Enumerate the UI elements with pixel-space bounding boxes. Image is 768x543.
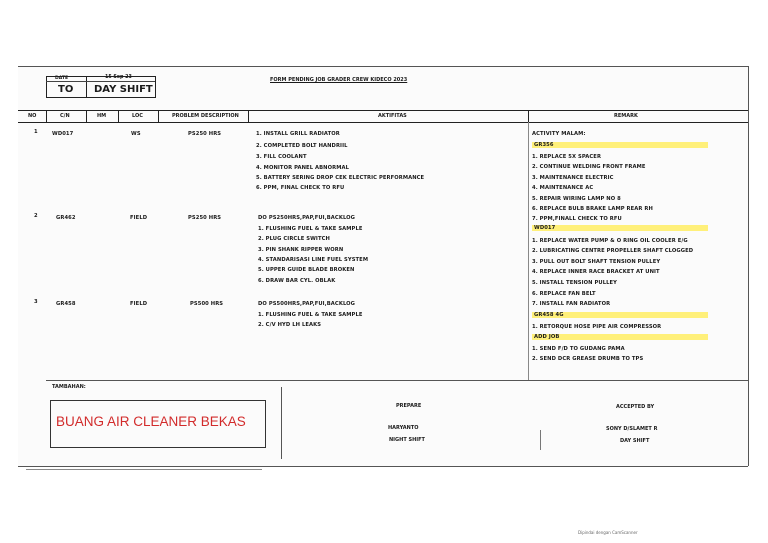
date-label: DATE	[55, 76, 69, 81]
row2-activity-1: DO PS250HRS,PAP,FUI,BACKLOG	[258, 215, 356, 221]
col-divider-5	[248, 110, 249, 122]
signature-divider-right	[540, 430, 541, 450]
remark-item: 3. MAINTENANCE ELECTRIC	[532, 175, 614, 181]
remark-item: 4. MAINTENANCE AC	[532, 185, 594, 191]
col-divider-3	[118, 110, 119, 122]
sheet-under-line	[26, 469, 262, 470]
prepare-shift: NIGHT SHIFT	[389, 437, 425, 443]
to-label: TO	[58, 84, 74, 95]
sheet-bottom-border	[18, 466, 748, 467]
row2-activity-5: 4. STANDARISASI LINE FUEL SYSTEM	[258, 257, 369, 263]
remark-item: 2. LUBRICATING CENTRE PROPELLER SHAFT CLOGGED	[532, 248, 694, 254]
row3-activity-3: 2. C/V HYD LH LEAKS	[258, 322, 322, 328]
row3-activity-1: DO PS500HRS,PAP,FUI,BACKLOG	[258, 301, 356, 307]
row1-activity-2: 2. COMPLETED BOLT HANDRIIL	[256, 143, 348, 149]
remark-item: 1. REPLACE 5X SPACER	[532, 154, 602, 160]
row3-cn: GR458	[56, 301, 76, 307]
scanner-watermark: Dipindai dengan CamScanner	[578, 530, 638, 535]
remark-unit-heading: GR356	[532, 142, 708, 148]
table-header-bottom	[18, 122, 748, 123]
remark-item: 7. INSTALL FAN RADIATOR	[532, 301, 611, 307]
row2-activity-7: 6. DRAW BAR CYL. OBLAK	[258, 278, 336, 284]
row1-activity-3: 3. FILL COOLANT	[256, 154, 307, 160]
header-problem: PROBLEM DESCRIPTION	[172, 113, 239, 119]
remark-item: ACTIVITY MALAM:	[532, 131, 586, 137]
row3-activity-2: 1. FLUSHING FUEL & TAKE SAMPLE	[258, 312, 363, 318]
remark-item: 5. REPAIR WIRING LAMP NO 8	[532, 196, 621, 202]
remark-unit-heading: WD017	[532, 225, 708, 231]
accepted-shift: DAY SHIFT	[620, 438, 650, 444]
remark-item: 7. PPM,FINALL CHECK TO RFU	[532, 216, 622, 222]
remark-item: 1. RETORQUE HOSE PIPE AIR COMPRESSOR	[532, 324, 662, 330]
table-header-top	[18, 110, 748, 111]
sheet-right-border	[748, 66, 749, 466]
remark-item: 4. REPLACE INNER RACE BRACKET AT UNIT	[532, 269, 660, 275]
row2-no: 2	[34, 213, 38, 219]
signature-divider-left	[281, 387, 282, 459]
row1-problem: PS250 HRS	[188, 131, 222, 137]
remark-item: 5. INSTALL TENSION PULLEY	[532, 280, 618, 286]
prepare-label: PREPARE	[396, 403, 422, 409]
row2-activity-4: 3. PIN SHANK RIPPER WORN	[258, 247, 344, 253]
header-loc: LOC	[132, 113, 143, 119]
row1-activity-6: 6. PPM, FINAL CHECK TO RFU	[256, 185, 345, 191]
note-text: BUANG AIR CLEANER BEKAS	[56, 414, 246, 429]
row3-loc: FIELD	[130, 301, 148, 307]
footer-top-rule	[46, 380, 748, 381]
remark-item: 2. CONTINUE WELDING FRONT FRAME	[532, 164, 646, 170]
shift-label: DAY SHIFT	[94, 84, 153, 95]
remark-item: 1. SEND F/D TO GUDANG PAMA	[532, 346, 625, 352]
row1-loc: WS	[131, 131, 141, 137]
header-remark: REMARK	[614, 113, 638, 119]
remark-item: 3. PULL OUT BOLT SHAFT TENSION PULLEY	[532, 259, 661, 265]
col-divider-1	[46, 110, 47, 122]
row1-activity-1: 1. INSTALL GRILL RADIATOR	[256, 131, 340, 137]
sheet-top-border	[18, 66, 748, 67]
header-aktifitas: AKTIFITAS	[378, 113, 407, 119]
row3-no: 3	[34, 299, 38, 305]
header-no: NO	[28, 113, 37, 119]
row2-problem: PS250 HRS	[188, 215, 222, 221]
form-title: FORM PENDING JOB GRADER CREW KIDECO 2023	[270, 77, 408, 83]
tambahan-label: TAMBAHAN:	[52, 384, 86, 390]
col-divider-6	[528, 110, 529, 122]
row2-activity-6: 5. UPPER GUIDE BLADE BROKEN	[258, 267, 355, 273]
header-hm: HM	[97, 113, 107, 119]
remark-item: 6. REPLACE FAN BELT	[532, 291, 596, 297]
row2-activity-2: 1. FLUSHING FUEL & TAKE SAMPLE	[258, 226, 363, 232]
remark-item: 1. REPLACE WATER PUMP & O RING OIL COOLER E/G	[532, 238, 688, 244]
row3-problem: PS500 HRS	[190, 301, 224, 307]
col-divider-2	[86, 110, 87, 122]
row1-no: 1	[34, 129, 38, 135]
remark-column-divider	[528, 122, 529, 380]
row1-activity-5: 5. BATTERY SERING DROP CEK ELECTRIC PERFORMANCE	[256, 175, 425, 181]
prepare-name: HARYANTO	[388, 425, 419, 431]
remark-item: 6. REPLACE BULB BRAKE LAMP REAR RH	[532, 206, 653, 212]
row2-activity-3: 2. PLUG CIRCLE SWITCH	[258, 236, 330, 242]
remark-unit-heading: GR458 4G	[532, 312, 708, 318]
row1-activity-4: 4. MONITOR PANEL ABNORMAL	[256, 165, 350, 171]
row2-cn: GR462	[56, 215, 76, 221]
date-value: 15 Sep 23	[105, 75, 132, 80]
remark-item: 2. SEND DCR GREASE DRUMB TO TPS	[532, 356, 644, 362]
date-box-divider	[86, 76, 87, 97]
row1-cn: WD017	[52, 131, 74, 137]
col-divider-4	[158, 110, 159, 122]
row2-loc: FIELD	[130, 215, 148, 221]
accepted-name: SONY D/SLAMET R	[606, 426, 658, 432]
remark-unit-heading: ADD JOB	[532, 334, 708, 340]
header-cn: C/N	[60, 113, 70, 119]
accepted-label: ACCEPTED BY	[616, 404, 655, 410]
date-box-rule	[46, 81, 155, 82]
